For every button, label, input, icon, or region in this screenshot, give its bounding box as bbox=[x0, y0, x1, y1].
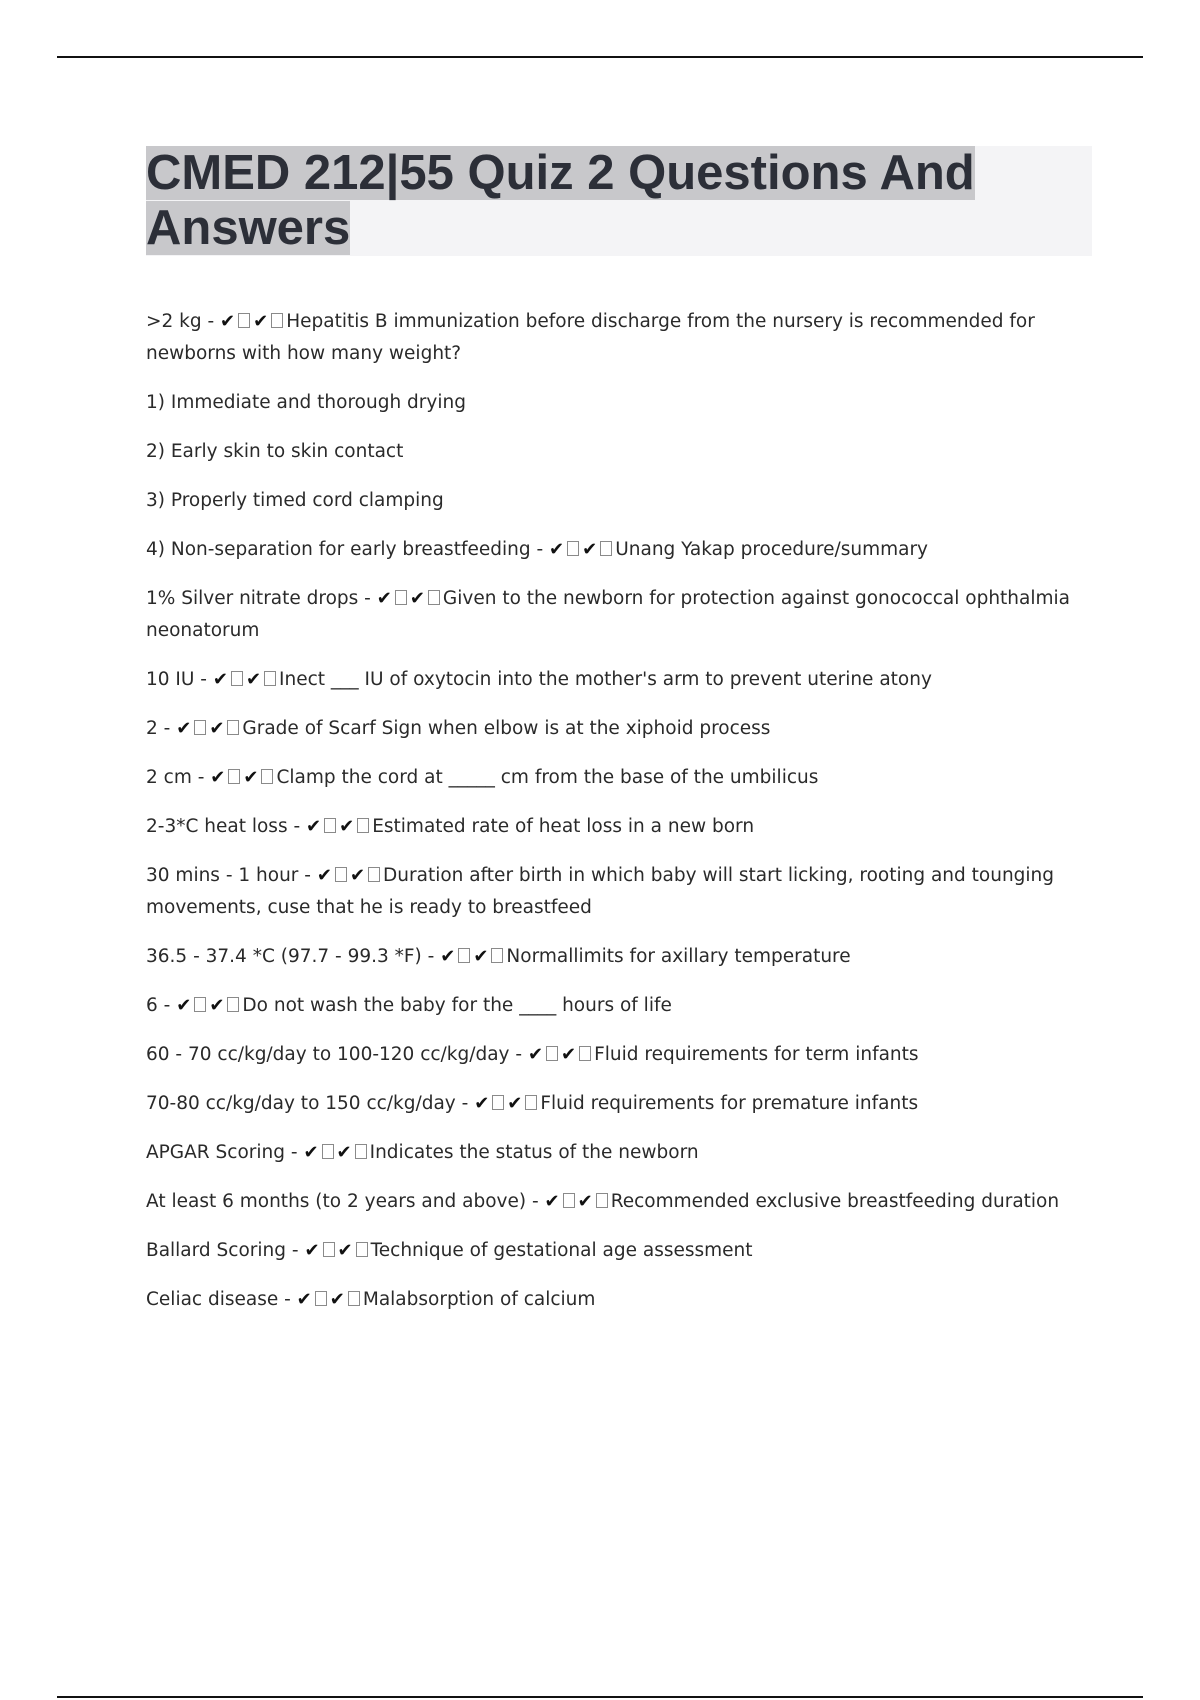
qa-list bbox=[146, 306, 1076, 1333]
check-icon: ✔ bbox=[209, 995, 225, 1016]
missing-glyph-box-icon bbox=[322, 1144, 334, 1159]
entry-separator: - bbox=[526, 1191, 545, 1212]
entry-separator: - bbox=[201, 311, 221, 332]
entry-term: 2 bbox=[146, 718, 158, 739]
missing-glyph-box-icon bbox=[228, 769, 240, 784]
entry-term: 2 cm bbox=[146, 767, 192, 788]
check-icon: ✔ bbox=[409, 588, 425, 609]
missing-glyph-box-icon bbox=[271, 313, 283, 328]
qa-entry bbox=[146, 1088, 1076, 1120]
missing-glyph-box-icon bbox=[357, 818, 369, 833]
missing-glyph-box-icon bbox=[567, 541, 579, 556]
entry-definition: Duration after birth in which baby will start licking, rooting and tounging movements, cuse that he is ready to breastfeed bbox=[146, 865, 1055, 918]
qa-entry bbox=[146, 990, 1076, 1022]
entry-separator: - bbox=[286, 1240, 305, 1261]
missing-glyph-box-icon bbox=[231, 671, 243, 686]
missing-glyph-box-icon bbox=[600, 541, 612, 556]
check-icon: ✔ bbox=[549, 539, 565, 560]
check-icon: ✔ bbox=[296, 1289, 312, 1310]
check-icon: ✔ bbox=[376, 588, 392, 609]
entry-definition: Hepatitis B immunization before discharge from the nursery is recommended for newborns with how many weight? bbox=[146, 311, 1035, 364]
qa-entry bbox=[146, 485, 1076, 517]
check-icon: ✔ bbox=[220, 311, 236, 332]
missing-glyph-box-icon bbox=[194, 997, 206, 1012]
entry-term: 2-3*C heat loss bbox=[146, 816, 288, 837]
entry-text: 2) Early skin to skin contact bbox=[146, 441, 404, 462]
missing-glyph-box-icon bbox=[458, 948, 470, 963]
entry-definition: Estimated rate of heat loss in a new born bbox=[372, 816, 755, 837]
entry-term: APGAR Scoring bbox=[146, 1142, 285, 1163]
entry-separator: - bbox=[455, 1093, 475, 1114]
check-icon: ✔ bbox=[440, 946, 456, 967]
check-icon: ✔ bbox=[507, 1093, 523, 1114]
check-icon: ✔ bbox=[209, 718, 225, 739]
qa-entry bbox=[146, 1284, 1076, 1316]
entry-separator: - bbox=[530, 539, 550, 560]
missing-glyph-box-icon bbox=[323, 1242, 335, 1257]
missing-glyph-box-icon bbox=[579, 1046, 591, 1061]
entry-term: >2 kg bbox=[146, 311, 202, 332]
missing-glyph-box-icon bbox=[264, 671, 276, 686]
qa-entry bbox=[146, 860, 1076, 924]
entry-separator: - bbox=[194, 669, 213, 690]
qa-entry bbox=[146, 811, 1076, 843]
missing-glyph-box-icon bbox=[491, 948, 503, 963]
qa-entry bbox=[146, 387, 1076, 419]
check-icon: ✔ bbox=[561, 1044, 577, 1065]
entry-term: 10 IU bbox=[146, 669, 195, 690]
entry-separator: - bbox=[287, 816, 307, 837]
entry-definition: Fluid requirements for term infants bbox=[594, 1044, 919, 1065]
check-icon: ✔ bbox=[176, 718, 192, 739]
check-icon: ✔ bbox=[336, 1142, 352, 1163]
entry-term: 30 mins - 1 hour bbox=[146, 865, 299, 886]
missing-glyph-box-icon bbox=[356, 1242, 368, 1257]
entry-term: 1% Silver nitrate drops bbox=[146, 588, 359, 609]
entry-definition: Malabsorption of calcium bbox=[362, 1289, 596, 1310]
check-icon: ✔ bbox=[210, 767, 226, 788]
missing-glyph-box-icon bbox=[348, 1291, 360, 1306]
entry-term: 4) Non-separation for early breastfeeding bbox=[146, 539, 531, 560]
check-icon: ✔ bbox=[474, 1093, 490, 1114]
entry-term: 6 bbox=[146, 995, 158, 1016]
entry-term: Ballard Scoring bbox=[146, 1240, 286, 1261]
missing-glyph-box-icon bbox=[428, 590, 440, 605]
entry-definition: Inect ___ IU of oxytocin into the mother's arm to prevent uterine atony bbox=[279, 669, 932, 690]
check-icon: ✔ bbox=[316, 865, 332, 886]
missing-glyph-box-icon bbox=[335, 867, 347, 882]
missing-glyph-box-icon bbox=[546, 1046, 558, 1061]
entry-definition: Technique of gestational age assessment bbox=[370, 1240, 753, 1261]
entry-separator: - bbox=[191, 767, 211, 788]
check-icon: ✔ bbox=[473, 946, 489, 967]
missing-glyph-box-icon bbox=[315, 1291, 327, 1306]
check-icon: ✔ bbox=[527, 1044, 544, 1065]
missing-glyph-box-icon bbox=[525, 1095, 537, 1110]
qa-entry bbox=[146, 436, 1076, 468]
check-icon: ✔ bbox=[243, 767, 259, 788]
qa-entry bbox=[146, 583, 1076, 647]
bottom-rule bbox=[57, 1696, 1143, 1698]
check-icon: ✔ bbox=[349, 865, 366, 886]
check-icon: ✔ bbox=[253, 311, 269, 332]
missing-glyph-box-icon bbox=[227, 997, 239, 1012]
entry-definition: Unang Yakap procedure/summary bbox=[615, 539, 929, 560]
top-rule bbox=[57, 56, 1143, 58]
entry-term: 60 - 70 cc/kg/day to 100-120 cc/kg/day bbox=[146, 1044, 510, 1065]
title-highlight: CMED 212|55 Quiz 2 Questions And Answers bbox=[146, 146, 975, 255]
check-icon: ✔ bbox=[339, 816, 355, 837]
entry-term: 36.5 - 37.4 *C (97.7 - 99.3 *F) bbox=[146, 946, 422, 967]
qa-entry bbox=[146, 534, 1076, 566]
missing-glyph-box-icon bbox=[355, 1144, 367, 1159]
check-icon: ✔ bbox=[176, 995, 192, 1016]
entry-term: 70-80 cc/kg/day to 150 cc/kg/day bbox=[146, 1093, 456, 1114]
entry-definition: Fluid requirements for premature infants bbox=[540, 1093, 919, 1114]
check-icon: ✔ bbox=[245, 669, 262, 690]
missing-glyph-box-icon bbox=[596, 1193, 608, 1208]
missing-glyph-box-icon bbox=[227, 720, 239, 735]
qa-entry bbox=[146, 306, 1076, 370]
page-title bbox=[146, 146, 1092, 256]
qa-entry bbox=[146, 1186, 1076, 1218]
entry-definition: Grade of Scarf Sign when elbow is at the xiphoid process bbox=[242, 718, 771, 739]
entry-term: At least 6 months (to 2 years and above) bbox=[146, 1191, 527, 1212]
check-icon: ✔ bbox=[337, 1240, 353, 1261]
qa-entry bbox=[146, 1039, 1076, 1071]
entry-separator: - bbox=[157, 718, 177, 739]
entry-text: 3) Properly timed cord clamping bbox=[146, 490, 444, 511]
entry-separator: - bbox=[509, 1044, 528, 1065]
entry-separator: - bbox=[157, 995, 177, 1016]
check-icon: ✔ bbox=[212, 669, 228, 690]
entry-definition: Clamp the cord at _____ cm from the base of the umbilicus bbox=[276, 767, 819, 788]
check-icon: ✔ bbox=[303, 1142, 319, 1163]
check-icon: ✔ bbox=[577, 1191, 593, 1212]
entry-separator: - bbox=[298, 865, 317, 886]
title-block bbox=[146, 146, 1092, 256]
entry-definition: Recommended exclusive breastfeeding duration bbox=[610, 1191, 1060, 1212]
qa-entry bbox=[146, 1137, 1076, 1169]
entry-term: Celiac disease bbox=[146, 1289, 279, 1310]
missing-glyph-box-icon bbox=[395, 590, 407, 605]
qa-entry bbox=[146, 762, 1076, 794]
entry-separator: - bbox=[278, 1289, 297, 1310]
check-icon: ✔ bbox=[329, 1289, 345, 1310]
entry-text: 1) Immediate and thorough drying bbox=[146, 392, 466, 413]
entry-separator: - bbox=[285, 1142, 304, 1163]
qa-entry bbox=[146, 664, 1076, 696]
entry-definition: Do not wash the baby for the ____ hours of life bbox=[242, 995, 672, 1016]
entry-definition: Given to the newborn for protection against gonococcal ophthalmia neonatorum bbox=[146, 588, 1071, 641]
missing-glyph-box-icon bbox=[194, 720, 206, 735]
missing-glyph-box-icon bbox=[238, 313, 250, 328]
check-icon: ✔ bbox=[304, 1240, 320, 1261]
qa-entry bbox=[146, 941, 1076, 973]
missing-glyph-box-icon bbox=[563, 1193, 575, 1208]
check-icon: ✔ bbox=[582, 539, 598, 560]
entry-separator: - bbox=[358, 588, 377, 609]
missing-glyph-box-icon bbox=[368, 867, 380, 882]
entry-separator: - bbox=[421, 946, 441, 967]
qa-entry bbox=[146, 713, 1076, 745]
entry-definition: Normallimits for axillary temperature bbox=[506, 946, 851, 967]
check-icon: ✔ bbox=[306, 816, 322, 837]
missing-glyph-box-icon bbox=[324, 818, 336, 833]
entry-definition: Indicates the status of the newborn bbox=[369, 1142, 699, 1163]
qa-entry bbox=[146, 1235, 1076, 1267]
missing-glyph-box-icon bbox=[261, 769, 273, 784]
check-icon: ✔ bbox=[544, 1191, 560, 1212]
missing-glyph-box-icon bbox=[492, 1095, 504, 1110]
